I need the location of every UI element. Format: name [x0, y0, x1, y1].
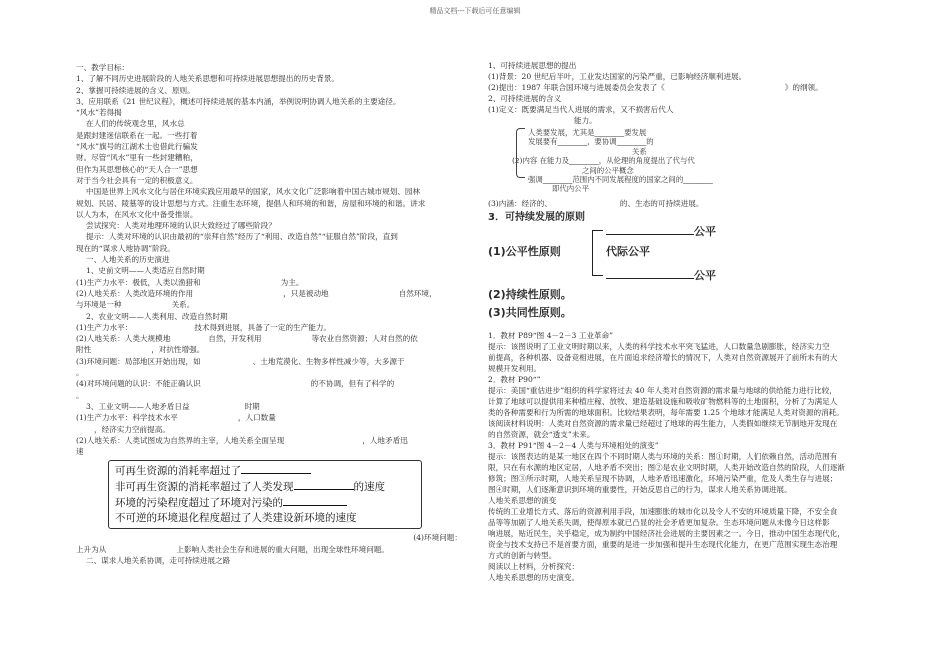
text-line — [76, 356, 468, 367]
text-fragment: 等农业自然资源；人对自然的依 — [311, 334, 418, 344]
text-line: 1、了解不同历史进展阶段的人地关系思想和可持续进展思想提出的历史背景。 — [76, 74, 340, 84]
text-line — [76, 544, 468, 555]
text-line: 现在的“谋求人地协调”阶段。 — [76, 243, 175, 253]
text-line: (1)背景：20 世纪后半叶，工业发达国家的污染严重，已影响经济顺利进展。 — [488, 72, 747, 81]
text-fragment: ，只是被动地 — [283, 288, 329, 298]
text-line: 速 — [76, 447, 84, 457]
text-fragment: ，人地矛盾迅 — [362, 435, 408, 445]
text-line: 修筑；图③所示时期，人地关系呈现不协调，人地矛盾迅速激化，环境污染严重，危及人类生存与进展； — [488, 473, 838, 483]
diagram-line: 发展要有________，要协调________的 — [528, 137, 654, 147]
text-line: “风水”若得揭 — [76, 108, 122, 118]
text-line: 计算了地球可以提供用来种植庄稼、放牧、建造基础设施和吸收矿物燃料等的土地面积，分析了为满足人 — [488, 396, 838, 406]
principle-fairness: (1)公平性原则 — [488, 244, 561, 258]
text-line: 提示：该图表达的是某一地区在四个不同时期人类与环境的关系：图①时期，人们依赖自然，活动范围有 — [488, 451, 838, 461]
text-line: 3、应用联系《21 世纪议程》，概述可持续进展的基本内涵，举例说明协调人地关系的主要途径。 — [76, 96, 401, 106]
section-title: 3．可持续发展的原则 — [488, 211, 585, 223]
fairness-label: 公平 — [694, 268, 716, 282]
text-fragment: (3)内涵：经济的、 — [488, 198, 552, 208]
content-diagram — [512, 128, 812, 194]
principles-diagram — [488, 224, 886, 286]
text-fragment: 上升为从 — [76, 544, 107, 554]
fairness-label: 公平 — [694, 224, 716, 238]
text-line — [76, 378, 468, 389]
text-line: 人地关系思想的历史演变。 — [488, 572, 580, 582]
text-fragment: (2)提出：1987 年联合国环境与进展委员会发表了《 — [488, 83, 665, 92]
text-line — [488, 198, 886, 209]
text-line: 尝试探究：人类对地理环境的认识大致经过了哪些阶段？ — [86, 221, 276, 231]
text-fragment: 为主。 — [280, 277, 304, 287]
right-column — [488, 60, 886, 583]
text-line: (1)定义：既要满足当代人进展的需求，又不损害后代人 — [488, 105, 674, 114]
box-line: 的速度 — [353, 481, 385, 494]
diagram-brace — [516, 128, 525, 178]
text-line: 规模开发利用。 — [488, 363, 542, 373]
text-line: 提示：美国“重估进步”组织的科学家将过去 40 年人类对自然资源的需求量与地球的供给能力进行比较， — [488, 385, 837, 395]
overload-box — [108, 460, 422, 529]
text-line: 一、人地关系的历史演进 — [86, 255, 170, 265]
text-line: 该阅读材料说明：人类对自然资源的需求量已经超过了地球的再生能力，人类假如继续无节制地开发现在 — [488, 418, 838, 428]
text-fragment: (3)环境问题：局部地区开始出现，如 — [76, 356, 201, 366]
text-fragment: ，对抗性增强。 — [151, 345, 205, 355]
text-fragment: (2)人地关系：人类改造环境的作用 — [76, 288, 194, 298]
text-line — [76, 299, 468, 310]
text-line: 但作为其思想核心的“天人合一”思想 — [76, 164, 198, 174]
text-fragment: 技术得到进展，具备了一定的生产能力。 — [194, 322, 332, 332]
text-line: (4)环境问题： — [413, 533, 462, 543]
text-line: “风水”旗号的江湖术士也借此行骗发 — [76, 142, 198, 152]
text-line — [76, 435, 468, 446]
principle-brace — [592, 230, 603, 276]
text-line: 。 — [76, 368, 84, 378]
text-fragment: 时期 — [244, 401, 260, 411]
text-line: 以人为本，在风水文化中备受推崇。 — [76, 209, 198, 219]
text-line: 二、谋求人地关系协调，走可持续进展之路 — [86, 555, 231, 565]
box-line: 非可再生资源的消耗率超过了人类发现 — [115, 481, 294, 494]
text-line: 2、掌握可持续进展的含义、原则。 — [76, 85, 195, 95]
fairness-item — [606, 224, 716, 237]
text-line: 人地关系思想的演变 — [488, 495, 557, 505]
text-line — [76, 344, 468, 355]
text-fragment: 附性 — [76, 345, 92, 355]
text-line: 。 — [76, 390, 84, 400]
text-line — [76, 412, 468, 423]
text-fragment: (1)生产力水平： — [76, 322, 133, 332]
text-line: 规划、民居、陵墓等的设计思想与方式。注重生态环境，提倡人和环境的和谐，房屋和环境的和谐。讲求 — [76, 198, 426, 208]
text-fragment: (1)生产力水平：科学技术水平 — [76, 413, 178, 423]
text-line: 1．教材 P89“图 4－2－3 工业革命” — [488, 330, 614, 340]
text-line — [76, 288, 468, 299]
text-line: 阅读以上材料，分析探究： — [488, 561, 580, 571]
text-fragment: (2)人地关系：人类试图成为自然界的主宰，人地关系全面呈现 — [76, 435, 285, 445]
text-fragment: 、土地荒漠化、生物多样性减少等，大多源于 — [252, 356, 405, 366]
diagram-line: (2)内容 在能力及________，从伦理的角度提出了代与代 — [512, 156, 695, 166]
page-header: 精品文档---下载后可任意编辑 — [429, 7, 521, 15]
diagram-line: 即代内公平 — [552, 184, 589, 194]
text-line — [76, 333, 468, 344]
text-line: 2、农业文明——人类利用、改造自然时期 — [86, 311, 228, 321]
text-line: 1、可持续进展思想的提出 — [488, 61, 577, 70]
fairness-item: 代际公平 — [606, 244, 650, 258]
text-line: 在人们的传统观念里，风水总 — [86, 119, 185, 129]
text-line: 传统的工业增长方式、落后的资源利用手段，加速膨胀的城市化以及令人不安的环境质量下降，不安全食 — [488, 506, 838, 516]
text-line: 2．教材 P90“” — [488, 374, 541, 384]
text-line: 一、教学目标： — [76, 63, 130, 72]
principle-sustainability: (2)持续性原则。 — [488, 287, 572, 301]
diagram-line: 关系 — [632, 146, 647, 156]
text-line: 3．教材 P91“图 4－2－4 人类与环境相处的演变” — [488, 440, 659, 450]
box-line: 可再生资源的消耗率超过了 — [115, 465, 241, 478]
text-line — [488, 82, 886, 93]
text-line: 对于当今社会具有一定的积极意义。 — [76, 175, 198, 185]
fairness-item — [606, 268, 716, 281]
text-line: 中国是世界上风水文化与居住环境实践应用最早的国家，风水文化广泛影响着中国古城市规划、园林 — [86, 187, 421, 197]
text-fragment: 3、工业文明——人地矛盾日益 — [86, 401, 190, 411]
principle-commonality: (3)共同性原则。 — [488, 305, 572, 319]
text-fragment: (1)生产力水平：极低，人类以渔猎和 — [76, 277, 201, 287]
text-line: 的自然资源，就会“透支”未来。 — [488, 429, 595, 439]
diagram-line: 强调________范围内不同发展程度的国家之间的________ — [528, 175, 713, 185]
text-fragment: (4)对环境问题的认识：不能正确认识 — [76, 379, 201, 389]
diagram-line: 人类要发展，尤其是________要发展 — [528, 128, 647, 137]
text-fragment: 》的纲领。 — [784, 83, 823, 92]
box-line: 不可逆的环境退化程度超过了人类建设新环境的速度 — [115, 512, 357, 525]
text-fragment: 的、生态的可持续进展。 — [619, 198, 704, 208]
left-column — [76, 62, 468, 566]
text-line: 提示：人类对环境的认识由最初的“崇拜自然”经历了“利用、改造自然”“征服自然”阶段，直到 — [86, 232, 398, 242]
text-line — [76, 322, 468, 333]
text-line: 响进展，贴近民生，关乎稳定，成为制约中国经济社会进展的主要因素之一。今日，推动中国生态现代化， — [488, 528, 845, 538]
text-fragment: (2)人地关系：人类大规模地 — [76, 334, 171, 344]
diagram-line: 之间的公平概念 — [582, 165, 634, 175]
text-line: 财。尽管“风水”里有一些封建糟粕， — [76, 153, 198, 163]
text-fragment: 与环境是一种 — [76, 300, 122, 310]
text-line: 能力。 — [574, 116, 597, 125]
text-line: 类的各种需要和行为所需的地球面积。比较结果表明，每年需要 1.25 个地球才能满足人类对资源的消耗。 — [488, 407, 844, 417]
text-fragment: 自然环境， — [398, 288, 437, 298]
text-line: 限，只在有水源的地区定居，人地矛盾不突出；图②是农业文明时期，人类开始改造自然的阶段，人们逐渐 — [488, 462, 845, 472]
text-line: 前提高，各种机器、设备竞相进展，在片面追求经济增长的情况下，人类对自然资源展开了前所未有的大 — [488, 352, 838, 362]
text-fragment: 的不协调，但有了科学的 — [310, 379, 395, 389]
text-line: 方式的创新与转型。 — [488, 550, 557, 560]
box-line: 环境的污染程度超过了环境对污染的 — [115, 497, 283, 510]
text-fragment: 关系。 — [171, 300, 195, 310]
text-line: 品等等加剧了人地关系失调，使得原本就已凸显的社会矛盾更加复杂。生态环境问题从未像今日这样影 — [488, 517, 830, 527]
text-line — [76, 401, 468, 412]
text-line: 提示：该图说明了工业文明时期以来，人类的科学技术水平突飞猛进，人口数量急剧膨胀，经济实力空 — [488, 341, 830, 351]
text-fragment: 自然，开发利用 — [208, 334, 262, 344]
text-line: 2、可持续进展的含义 — [488, 94, 562, 103]
text-fragment: ，人口数量 — [237, 413, 276, 423]
text-line: 资金与技术支持已不是首要方面，重要的是进一步加强和提升生态现代化能力，在更广范围实现生态治理 — [488, 539, 838, 549]
text-fragment: 上影响人类社会生存和进展的重大问题，出现全球性环境问题。 — [176, 544, 389, 554]
text-line — [76, 277, 468, 288]
text-line: ，经济实力空前提高。 — [94, 424, 170, 434]
text-line: 是跟封建迷信联系在一起。一些打着 — [76, 130, 198, 140]
text-line: 图④时期，人们逐渐意识到环境的重要性，开始反思自己的行为，谋求人地关系协调进展。 — [488, 484, 792, 494]
text-line: 1、史前文明——人类适应自然时期 — [86, 266, 205, 276]
